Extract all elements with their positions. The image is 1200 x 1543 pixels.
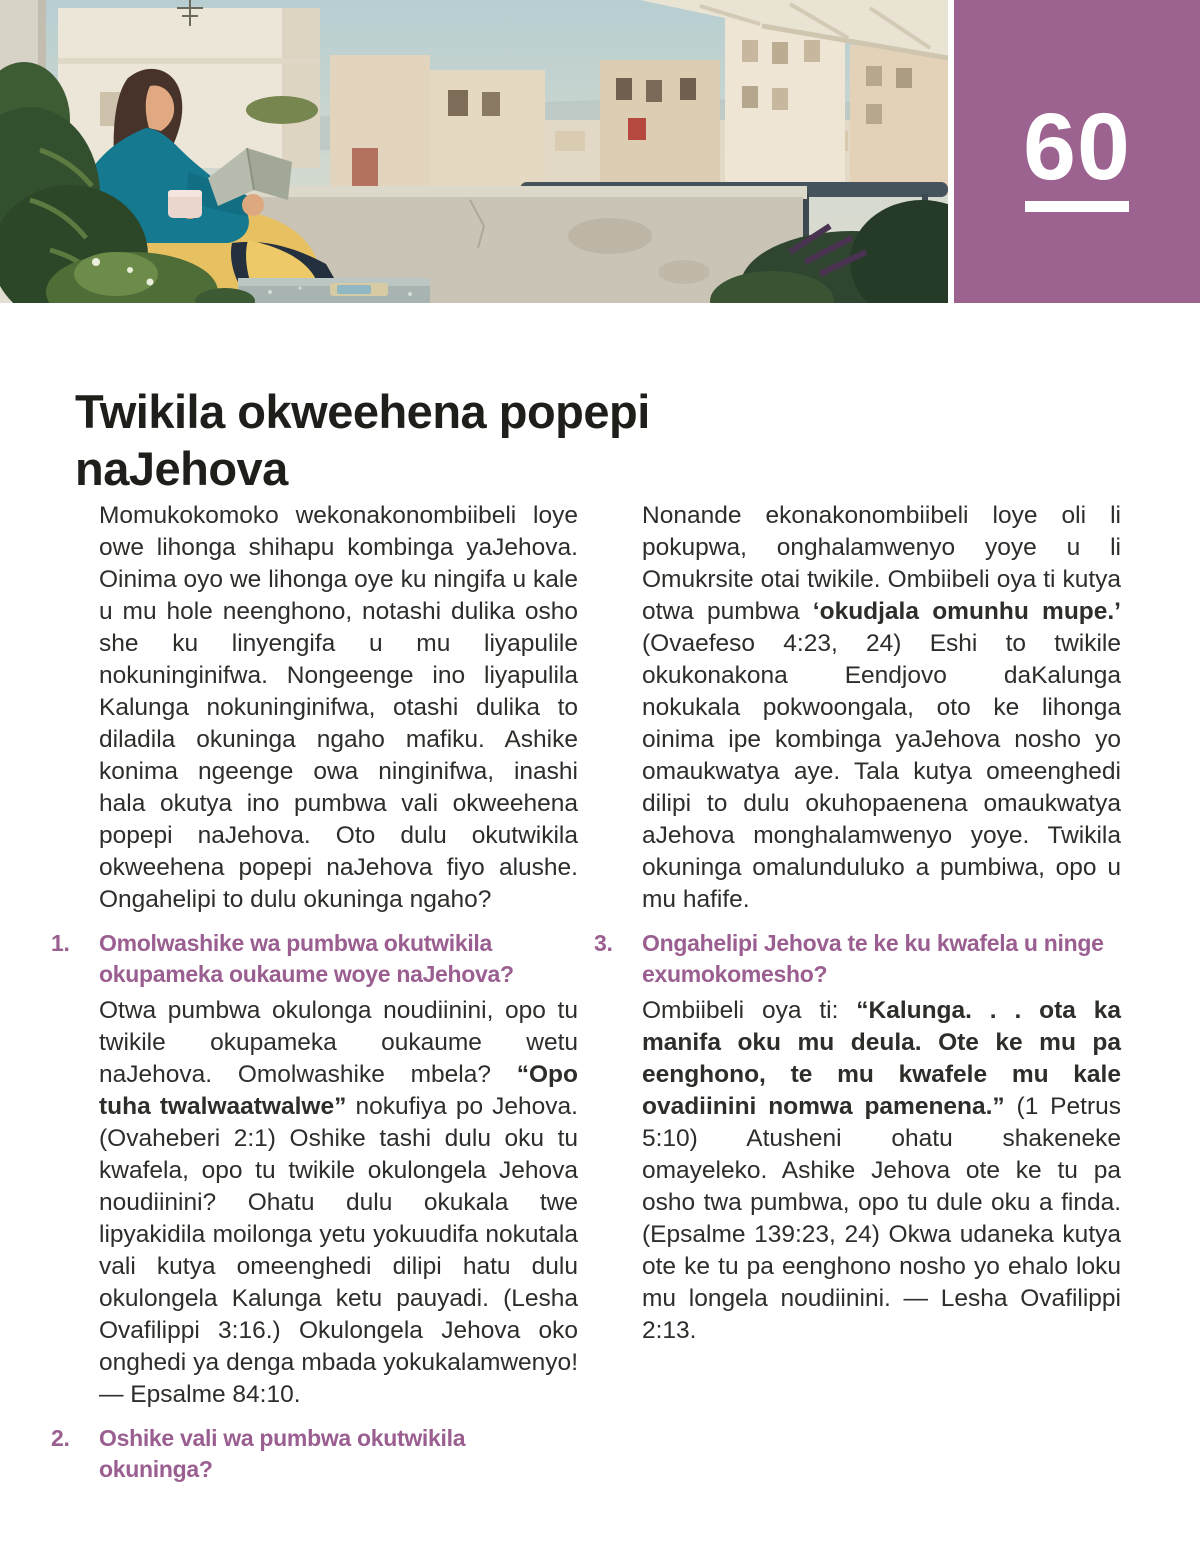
paragraph-3-pre: Ombiibeli oya ti:	[642, 997, 857, 1024]
left-building	[58, 0, 320, 168]
paragraph-1	[99, 995, 578, 1411]
paragraph-3-scripture-quote: “Kalunga. . . ota ka manifa oku mu deula. Ote ke mu pa eenghono, te mu kwafele mu kale ovadiinini nomwa pamenena.”	[642, 997, 1121, 1120]
header-photo	[0, 0, 948, 303]
paragraph-2-post: (Ovaefeso 4:23, 24) Eshi to twikile okukonakona Eendjovo daKalunga nokukala pokwoongala, oto ke lihonga oinima ipe kombinga yaJehova nosho yo omaukwatya aye. Tala kutya omeenghedi dilipi to dulu okuhopaenena omaukwatya aJehova monghalamwenyo yoye. Twikila okuninga omalunduluko a pumbiwa, opo u mu hafife.	[642, 630, 1121, 913]
study-question-2	[51, 1423, 578, 1485]
paragraph-3	[642, 995, 1121, 1347]
paragraph-2-pre: Nonande ekonakonombiibeli loye oli li pokupwa, onghalamwenyo yoye u li Omukrsite otai twikile. Ombiibeli oya ti kutya otwa pumbwa	[642, 502, 1121, 625]
question-3-text: Ongahelipi Jehova te ke ku kwafela u ninge exumokomesho?	[642, 930, 1104, 987]
hand	[242, 194, 264, 216]
paragraph-2	[642, 500, 1121, 916]
study-question-3	[594, 928, 1121, 990]
lesson-number-underline	[1025, 201, 1129, 212]
question-2-text: Oshike vali wa pumbwa okutwikila okuninga?	[99, 1425, 466, 1482]
lesson-number-box	[954, 0, 1200, 303]
intro-paragraph	[99, 500, 578, 916]
question-3-number: 3.	[594, 930, 613, 956]
paragraph-1-post: nokufiya po Jehova. (Ovaheberi 2:1) Oshike tashi dulu oku tu kwafela, opo tu twikile okulongela Jehova noudiinini? Ohatu dulu okukala twe lipyakidila moilonga yetu yokuudifa nokutala vali kutya omeenghedi dilipi hatu dulu okulongela Kalunga ketu pauyadi. (Lesha Ovafilippi 3:16.) Okulongela Jehova oko onghedi ya denga mbada yokukalamwenyo! — Epsalme 84:10.	[99, 1093, 578, 1408]
study-question-1	[51, 928, 578, 990]
phone-screen	[337, 285, 371, 294]
intro-text: Momukokomoko wekonakonombiibeli loye owe lihonga shihapu kombinga yaJehova. Oinima oyo we lihonga oye ku ningifa u kale u mu hole neenghono, notashi dulika osho she ku linyengifa u mu liyapulile nokuninginifwa. Nongeenge ino liyapulila Kalunga nokuninginifwa, otashi dulika to diladila okuninga ngaho mafiku. Ashike konima ngeenge owa ninginifwa, inashi hala okutya ino pumbwa vali okweehena popepi naJehova. Oto dulu okutwikila okweehena popepi naJehova fiyo alushe. Ongahelipi to dulu okuninga ngaho?	[99, 502, 578, 913]
question-2-number: 2.	[51, 1425, 70, 1451]
question-1-number: 1.	[51, 930, 70, 956]
article-body	[51, 500, 1121, 1510]
paragraph-1-pre: Otwa pumbwa okulonga noudiinini, opo tu twikile okupameka oukaume wetu naJehova. Omolwashike mbela?	[99, 997, 578, 1088]
cup-rim	[168, 190, 202, 197]
paragraph-3-post: (1 Petrus 5:10) Atusheni ohatu shakeneke omayeleko. Ashike Jehova ote ke tu pa osho twa pumbwa, opo tu dule oku a finda. (Epsalme 139:23, 24) Okwa udaneka kutya ote ke tu pa eenghono nosho yo ehalo loku mu longela noudiinini. — Lesha Ovafilippi 2:13.	[642, 1093, 1121, 1344]
article-title: Twikila okweehena popepi naJehova	[75, 385, 650, 496]
header-photo-illustration	[0, 0, 948, 303]
paragraph-2-scripture-quote: ‘okudjala omunhu mupe.’	[812, 598, 1121, 625]
paragraph-1-scripture-quote: “Opo tuha twalwaatwalwe”	[99, 1061, 578, 1120]
balcony-table	[238, 278, 430, 303]
lesson-number: 60	[1023, 94, 1131, 200]
question-1-text: Omolwashike wa pumbwa okutwikila okupameka oukaume woye naJehova?	[99, 930, 514, 987]
